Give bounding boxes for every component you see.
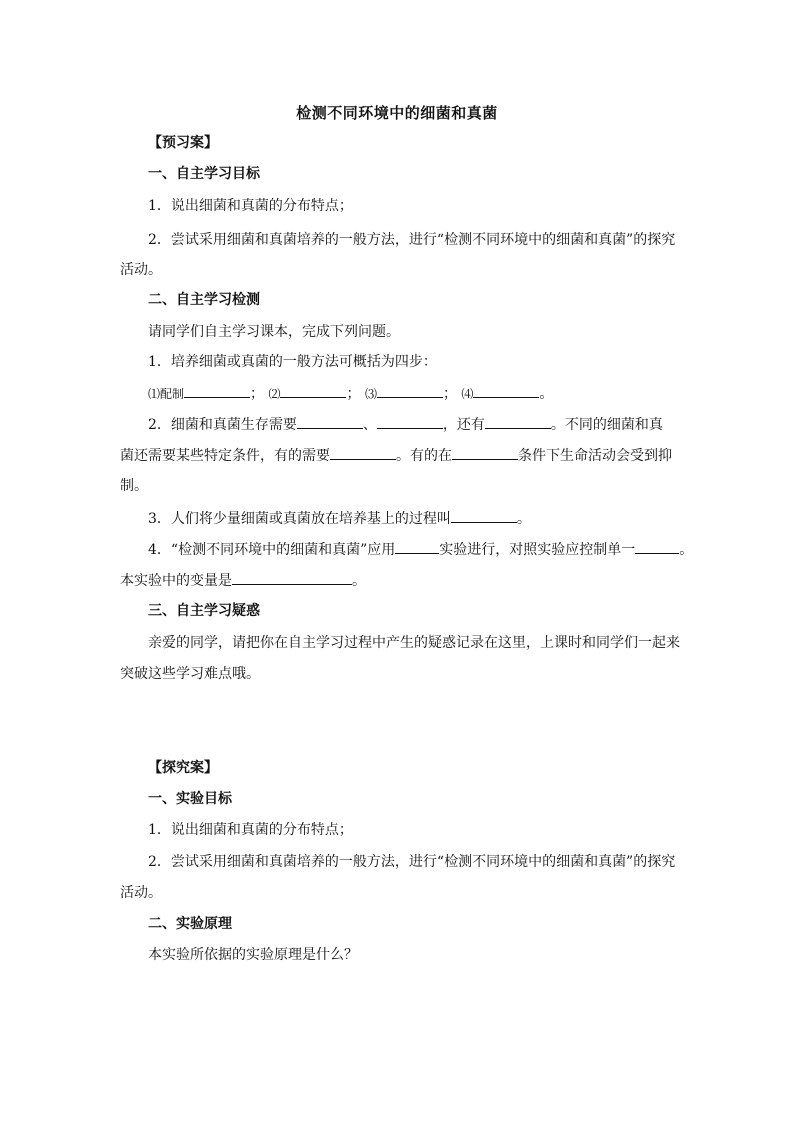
question-2-line-2 <box>120 445 672 466</box>
separator: ； <box>346 386 361 402</box>
blank-q2-5[interactable] <box>452 445 518 460</box>
inquiry-section1-heading: 一、实验目标 <box>148 791 232 807</box>
blank-q4-2[interactable] <box>635 539 679 554</box>
q2-text-d: 。不同的细菌和真 <box>550 417 663 433</box>
preview-header: 【预习案】 <box>148 135 218 151</box>
question-2-line-1 <box>148 414 663 435</box>
q3-end: 。 <box>516 511 531 527</box>
q4-text-d: 本实验中的变量是 <box>120 573 232 589</box>
blank-step-3[interactable] <box>377 383 443 398</box>
q2-text-c: ，还有 <box>442 417 485 433</box>
q2-text-g: 条件下生命活动会受到抑 <box>518 448 672 464</box>
blank-q2-3[interactable] <box>485 414 551 429</box>
step-1-label: ⑴配制 <box>148 387 185 401</box>
document-title: 检测不同环境中的细菌和真菌 <box>296 104 498 122</box>
q2-text-a: 2．细菌和真菌生存需要 <box>148 417 297 433</box>
inquiry-goal-2-cont: 活动。 <box>120 885 162 901</box>
question-3 <box>148 508 531 529</box>
preview-section2-intro: 请同学们自主学习课本，完成下列问题。 <box>148 324 400 340</box>
preview-goal-1: 1．说出细菌和真菌的分布特点； <box>148 198 353 214</box>
blank-step-2[interactable] <box>280 383 346 398</box>
blank-q3[interactable] <box>451 508 517 523</box>
doubts-text-2: 突破这些学习难点哦。 <box>120 666 260 682</box>
preview-section1-heading: 一、自主学习目标 <box>148 166 260 182</box>
q4-text-b: 实验进行，对照实验应控制单一 <box>439 542 636 558</box>
q2-text-f: 。有的在 <box>396 448 452 464</box>
question-2-line-3: 制。 <box>120 478 148 494</box>
separator: ； <box>250 386 265 402</box>
question-1-blanks-line <box>148 383 553 404</box>
blank-step-1[interactable] <box>184 383 250 398</box>
preview-section3-heading: 三、自主学习疑惑 <box>148 603 260 619</box>
q3-text: 3．人们将少量细菌或真菌放在培养基上的过程叫 <box>148 511 451 527</box>
question-1-text: 1．培养细菌或真菌的一般方法可概括为四步： <box>148 354 437 370</box>
q4-text-e: 。 <box>352 573 366 589</box>
q2-text-e: 菌还需要某些特定条件，有的需要 <box>120 448 330 464</box>
question-4-line-1 <box>148 539 693 560</box>
blank-q4-3[interactable] <box>232 570 352 585</box>
separator: ； <box>442 386 457 402</box>
blank-q2-1[interactable] <box>297 414 363 429</box>
blank-q2-4[interactable] <box>330 445 396 460</box>
step-4-label: ⑷ <box>461 387 474 401</box>
question-4-line-2 <box>120 570 366 591</box>
blank-q4-1[interactable] <box>395 539 439 554</box>
q4-text-a: 4．“检测不同环境中的细菌和真菌”应用 <box>148 542 396 558</box>
q2-text-b: 、 <box>362 417 377 433</box>
inquiry-goal-2: 2．尝试采用细菌和真菌培养的一般方法，进行“检测不同环境中的细菌和真菌”的探究 <box>148 854 676 870</box>
preview-section2-heading: 二、自主学习检测 <box>148 292 260 308</box>
inquiry-section2-heading: 二、实验原理 <box>148 916 232 932</box>
q4-text-c: 。 <box>679 542 694 558</box>
inquiry-header: 【探究案】 <box>148 760 218 776</box>
preview-goal-2: 2．尝试采用细菌和真菌培养的一般方法，进行“检测不同环境中的细菌和真菌”的探究 <box>148 232 676 248</box>
doubts-text-1: 亲爱的同学，请把你在自主学习过程中产生的疑惑记录在这里，上课时和同学们一起来 <box>148 635 680 651</box>
step-2-label: ⑵ <box>268 387 281 401</box>
preview-goal-2-cont: 活动。 <box>120 262 162 278</box>
blank-q2-2[interactable] <box>377 414 443 429</box>
inquiry-goal-1: 1．说出细菌和真菌的分布特点； <box>148 822 353 838</box>
step-3-label: ⑶ <box>364 387 377 401</box>
principle-question: 本实验所依据的实验原理是什么？ <box>148 947 358 963</box>
blank-step-4[interactable] <box>473 383 539 398</box>
period: 。 <box>539 386 554 402</box>
